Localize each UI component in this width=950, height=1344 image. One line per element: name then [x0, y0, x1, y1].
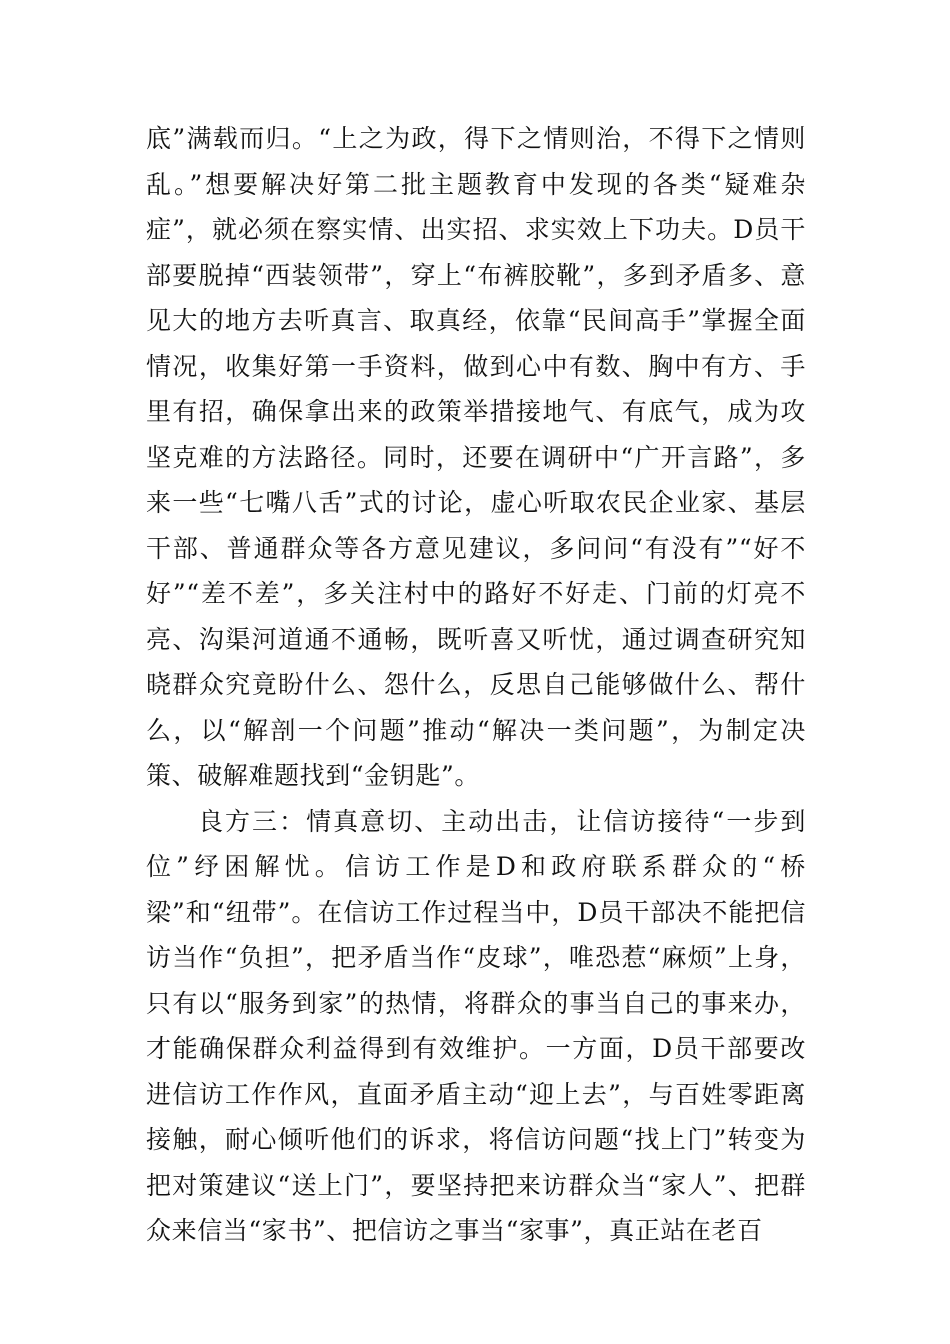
paragraph-liangfang-three: 良方三：情真意切、主动出击，让信访接待“一步到位”纾困解忧。信访工作是D和政府联系群众的“桥梁”和“纽带”。在信访工作过程当中，D员干部决不能把信访当作“负担”，把矛盾当作“皮球”，唯恐惹“麻烦”上身，只有以“服务到家”的热情，将群众的事当自己的事来办，才能确保群众利益得到有效维护。一方面，D员干部要改进信访工作作风，直面矛盾主动“迎上去”，与百姓零距离接触，耐心倾听他们的诉求，将信访问题“找上门”转变为把对策建议“送上门”，要坚持把来访群众当“家人”、把群众来信当“家书”、把信访之事当“家事”，真正站在老百 [146, 806, 806, 1245]
document-body [146, 116, 806, 1254]
paragraph-continued: 底”满载而归。“上之为政，得下之情则治，不得下之情则乱。”想要解决好第二批主题教育中发现的各类“疑难杂症”，就必须在察实情、出实招、求实效上下功夫。D员干部要脱掉“西装领带”，穿上“布裤胶靴”，多到矛盾多、意见大的地方去听真言、取真经，依靠“民间高手”掌握全面情况，收集好第一手资料，做到心中有数、胸中有方、手里有招，确保拿出来的政策举措接地气、有底气，成为攻坚克难的方法路径。同时，还要在调研中“广开言路”，多来一些“七嘴八舌”式的讨论，虚心听取农民企业家、基层干部、普通群众等各方意见建议，多问问“有没有”“好不好”“差不差”，多关注村中的路好不好走、门前的灯亮不亮、沟渠河道通不通畅，既听喜又听忧，通过调查研究知晓群众究竟盼什么、怨什么，反思自己能够做什么、帮什么，以“解剖一个问题”推动“解决一类问题”，为制定决策、破解难题找到“金钥匙”。 [146, 124, 806, 790]
